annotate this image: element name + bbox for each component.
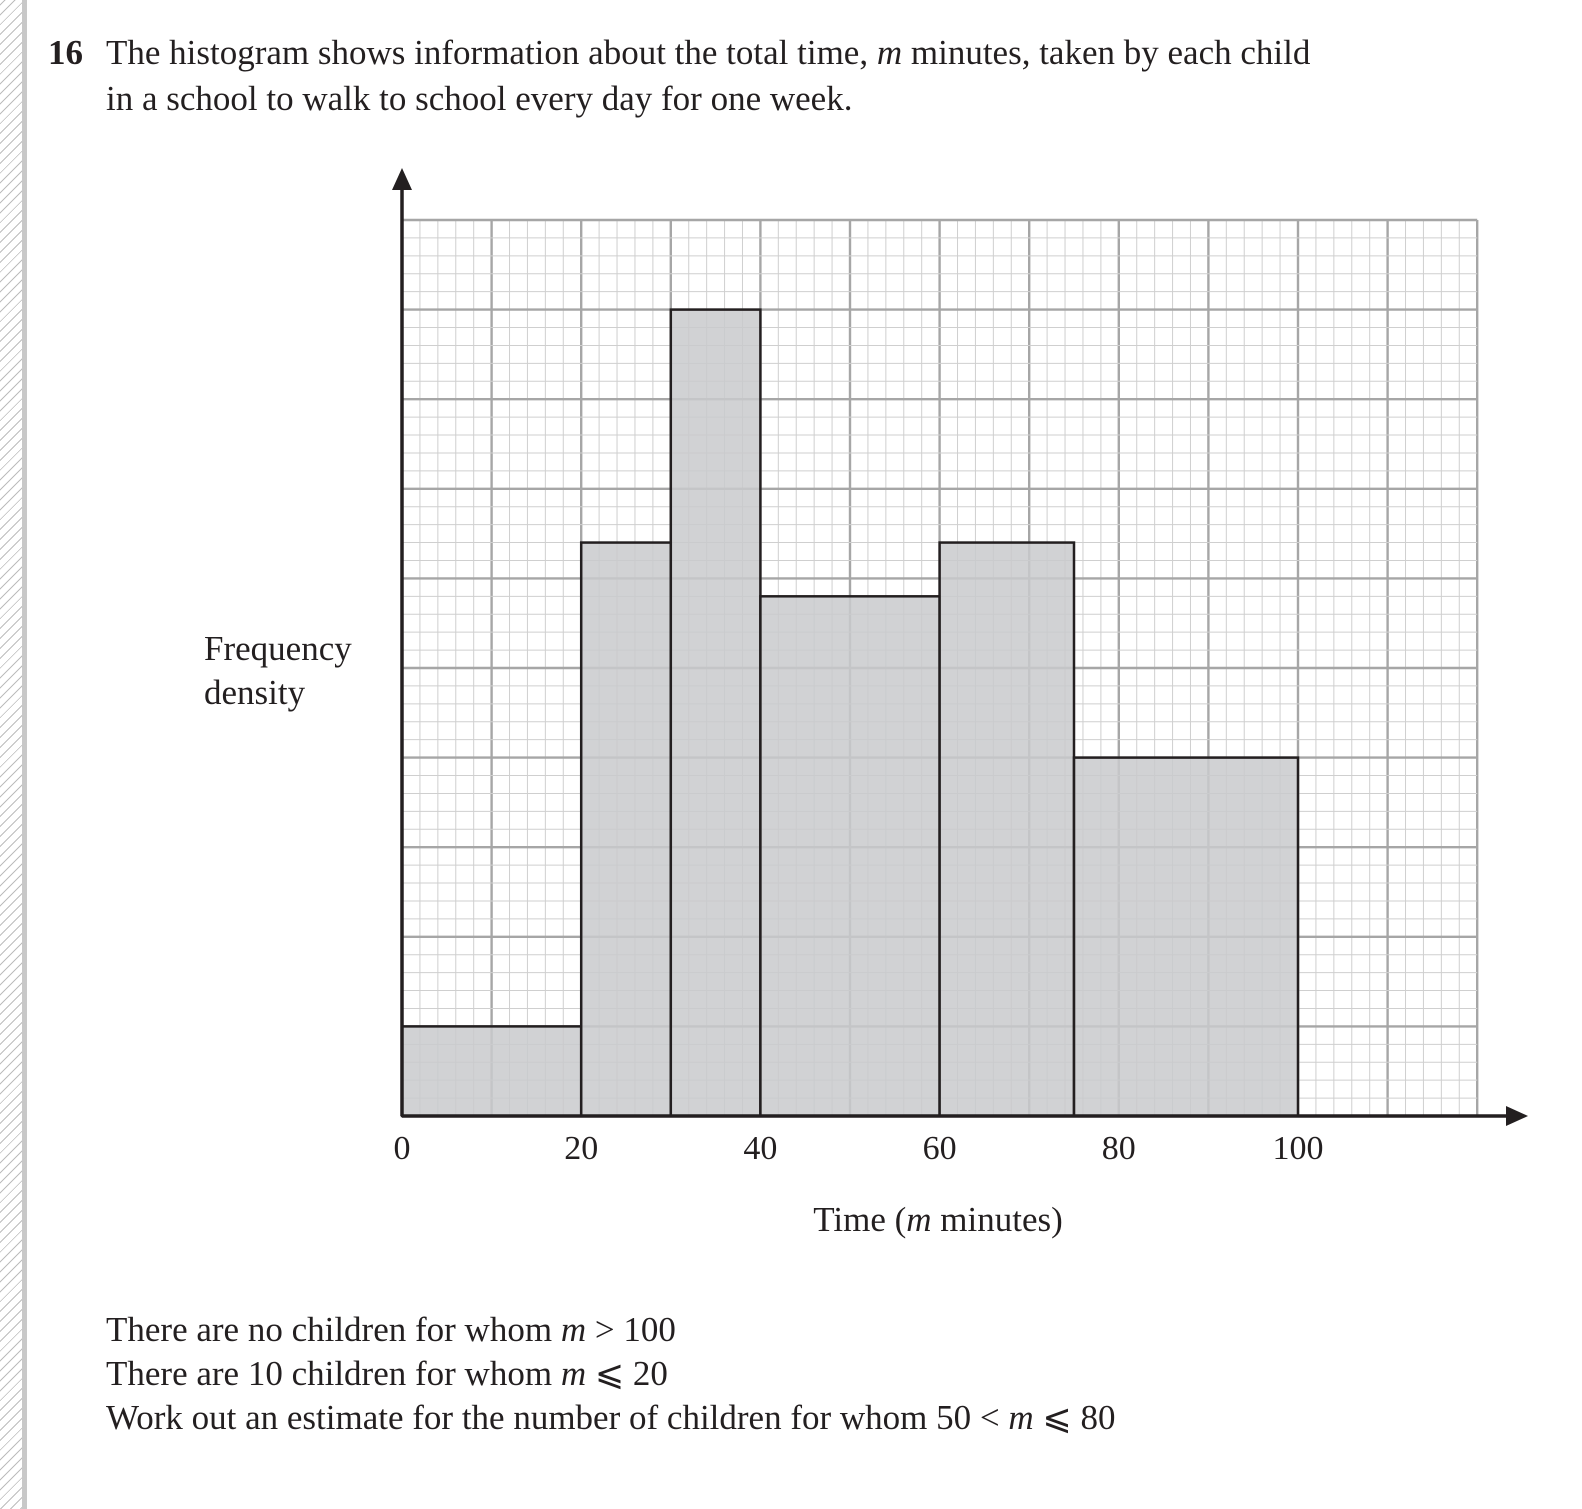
x-tick-label: 40: [743, 1130, 778, 1167]
y-axis-label: Frequency density: [204, 629, 352, 712]
x-tick-label: 0: [393, 1130, 411, 1167]
histogram-bar-5: [940, 543, 1074, 1116]
statement-2: There are 10 children for whom m ⩽ 20: [106, 1354, 668, 1393]
statement-3: Work out an estimate for the number of children for whom 50 < m ⩽ 80: [106, 1398, 1116, 1437]
x-tick-label: 80: [1101, 1130, 1136, 1167]
y-axis-arrow-icon: [392, 168, 412, 190]
question-number: 16: [48, 33, 83, 72]
x-axis-arrow-icon: [1506, 1106, 1528, 1126]
x-axis-label: Time (m minutes): [813, 1200, 1063, 1239]
histogram-bar-1: [402, 1026, 581, 1116]
statement-1: There are no children for whom m > 100: [106, 1310, 676, 1349]
statements: [106, 1308, 1116, 1440]
histogram-bar-3: [671, 310, 761, 1116]
x-tick-label: 100: [1272, 1130, 1324, 1167]
x-tick-label: 20: [564, 1130, 599, 1167]
histogram-bar-6: [1074, 758, 1298, 1116]
x-tick-label: 60: [922, 1130, 957, 1167]
question-line-2: in a school to walk to school every day for one week.: [106, 79, 853, 118]
histogram-bar-4: [760, 596, 939, 1116]
histogram-bar-2: [581, 543, 671, 1116]
question-line-1: The histogram shows information about the total time, m minutes, taken by each child: [106, 33, 1311, 72]
